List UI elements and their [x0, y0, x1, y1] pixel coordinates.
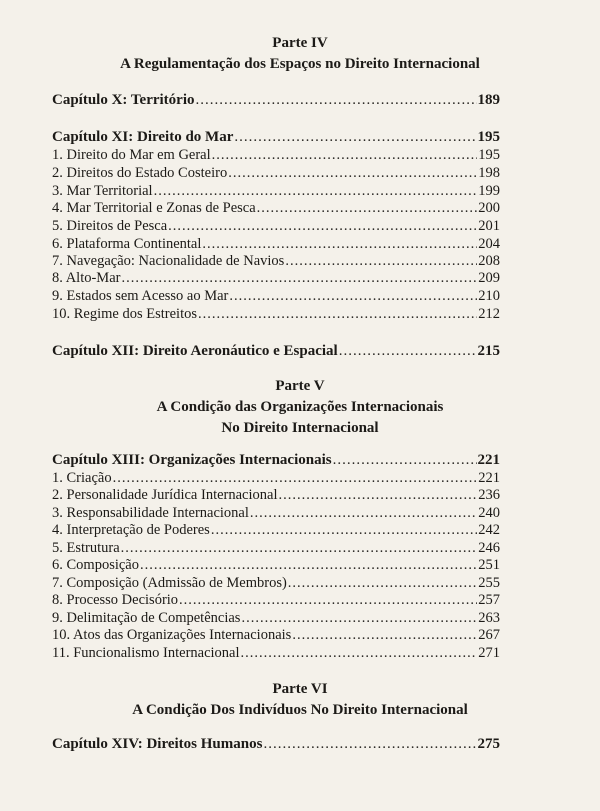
- item-label: 11. Funcionalismo Internacional: [52, 645, 240, 661]
- toc-item[interactable]: [52, 645, 500, 663]
- dot-leader: [202, 236, 477, 254]
- page-number: 201: [478, 218, 500, 234]
- page-number: 212: [478, 306, 500, 322]
- dot-leader: [339, 343, 477, 361]
- part-heading: [40, 33, 560, 75]
- toc-item[interactable]: [52, 147, 500, 165]
- item-label: 8. Processo Decisório: [52, 592, 179, 608]
- page-number: 255: [478, 575, 500, 591]
- part-label: Parte IV: [272, 35, 328, 51]
- chapter-title: Capítulo XI: Direito do Mar: [52, 129, 234, 145]
- dot-leader: [333, 452, 477, 470]
- chapter-title: Capítulo X: Território: [52, 92, 195, 108]
- toc-chapter[interactable]: [52, 343, 500, 361]
- item-label: 6. Plataforma Continental: [52, 236, 202, 252]
- dot-leader: [241, 645, 478, 663]
- chapter-title: Capítulo XIV: Direitos Humanos: [52, 736, 263, 752]
- toc-item[interactable]: [52, 270, 500, 288]
- dot-leader: [121, 540, 478, 558]
- toc-chapter[interactable]: [52, 452, 500, 470]
- toc-item[interactable]: [52, 592, 500, 610]
- page-number: 198: [478, 165, 500, 181]
- item-label: 4. Mar Territorial e Zonas de Pesca: [52, 200, 256, 216]
- toc-item[interactable]: [52, 557, 500, 575]
- item-label: 3. Responsabilidade Internacional: [52, 505, 249, 521]
- dot-leader: [228, 165, 477, 183]
- dot-leader: [154, 183, 478, 201]
- item-label: 10. Regime dos Estreitos: [52, 306, 197, 322]
- page-number: 263: [478, 610, 500, 626]
- item-label: 2. Personalidade Jurídica Internacional: [52, 487, 278, 503]
- toc-item[interactable]: [52, 575, 500, 593]
- part-heading: [40, 376, 560, 439]
- item-label: 7. Composição (Admissão de Membros): [52, 575, 287, 591]
- part-title: A Regulamentação dos Espaços no Direito Internacional: [120, 56, 480, 72]
- item-label: 10. Atos das Organizações Internacionais: [52, 627, 292, 643]
- toc-item[interactable]: [52, 165, 500, 183]
- dot-leader: [140, 557, 477, 575]
- page-number: 210: [478, 288, 500, 304]
- item-label: 5. Estrutura: [52, 540, 120, 556]
- dot-leader: [285, 253, 477, 271]
- page-number: 251: [478, 557, 500, 573]
- toc-item[interactable]: [52, 200, 500, 218]
- item-label: 9. Estados sem Acesso ao Mar: [52, 288, 229, 304]
- toc-chapter[interactable]: [52, 92, 500, 110]
- dot-leader: [263, 736, 476, 754]
- dot-leader: [198, 306, 477, 324]
- page-number: 246: [478, 540, 500, 556]
- dot-leader: [257, 200, 478, 218]
- toc-item[interactable]: [52, 627, 500, 645]
- toc-item[interactable]: [52, 306, 500, 324]
- dot-leader: [292, 627, 477, 645]
- toc-item[interactable]: [52, 540, 500, 558]
- page-number: 215: [477, 343, 500, 359]
- page-number: 209: [478, 270, 500, 286]
- dot-leader: [234, 129, 476, 147]
- page-number: 200: [478, 200, 500, 216]
- dot-leader: [113, 470, 478, 488]
- toc-item[interactable]: [52, 218, 500, 236]
- part-heading: [40, 679, 560, 721]
- dot-leader: [211, 522, 477, 540]
- item-label: 2. Direitos do Estado Costeiro: [52, 165, 228, 181]
- page-number: 271: [478, 645, 500, 661]
- item-label: 3. Mar Territorial: [52, 183, 153, 199]
- page-number: 204: [478, 236, 500, 252]
- dot-leader: [168, 218, 477, 236]
- item-label: 1. Direito do Mar em Geral: [52, 147, 211, 163]
- dot-leader: [288, 575, 477, 593]
- page-number: 242: [478, 522, 500, 538]
- part-title: A Condição Dos Indivíduos No Direito Internacional: [132, 702, 468, 718]
- item-label: 9. Delimitação de Competências: [52, 610, 241, 626]
- page-number: 195: [478, 147, 500, 163]
- toc-item[interactable]: [52, 487, 500, 505]
- item-label: 4. Interpretação de Poderes: [52, 522, 210, 538]
- item-label: 1. Criação: [52, 470, 112, 486]
- page-number: 267: [478, 627, 500, 643]
- toc-chapter[interactable]: [52, 129, 500, 147]
- toc-item[interactable]: [52, 183, 500, 201]
- page-number: 257: [478, 592, 500, 608]
- dot-leader: [212, 147, 478, 165]
- page-number: 221: [478, 470, 500, 486]
- toc-item[interactable]: [52, 505, 500, 523]
- dot-leader: [250, 505, 477, 523]
- part-label: Parte VI: [272, 681, 328, 697]
- page-number: 199: [478, 183, 500, 199]
- toc-item[interactable]: [52, 610, 500, 628]
- chapter-title: Capítulo XIII: Organizações Internacionais: [52, 452, 332, 468]
- dot-leader: [121, 270, 477, 288]
- part-title: No Direito Internacional: [221, 420, 379, 436]
- item-label: 7. Navegação: Nacionalidade de Navios: [52, 253, 285, 269]
- toc-item[interactable]: [52, 470, 500, 488]
- item-label: 5. Direitos de Pesca: [52, 218, 168, 234]
- page-number: 221: [477, 452, 500, 468]
- item-label: 8. Alto-Mar: [52, 270, 121, 286]
- page-number: 195: [477, 129, 500, 145]
- item-label: 6. Composição: [52, 557, 139, 573]
- page-number: 275: [477, 736, 500, 752]
- page-number: 208: [478, 253, 500, 269]
- dot-leader: [179, 592, 477, 610]
- part-label: Parte V: [275, 378, 325, 394]
- toc-item[interactable]: [52, 253, 500, 271]
- toc-item[interactable]: [52, 522, 500, 540]
- page-number: 189: [477, 92, 500, 108]
- dot-leader: [241, 610, 477, 628]
- part-title: A Condição das Organizações Internacionais: [156, 399, 444, 415]
- toc-item[interactable]: [52, 236, 500, 254]
- chapter-title: Capítulo XII: Direito Aeronáutico e Espacial: [52, 343, 338, 359]
- page-number: 240: [478, 505, 500, 521]
- dot-leader: [278, 487, 477, 505]
- toc-item[interactable]: [52, 288, 500, 306]
- toc-chapter[interactable]: [52, 736, 500, 754]
- page-number: 236: [478, 487, 500, 503]
- dot-leader: [229, 288, 477, 306]
- dot-leader: [196, 92, 477, 110]
